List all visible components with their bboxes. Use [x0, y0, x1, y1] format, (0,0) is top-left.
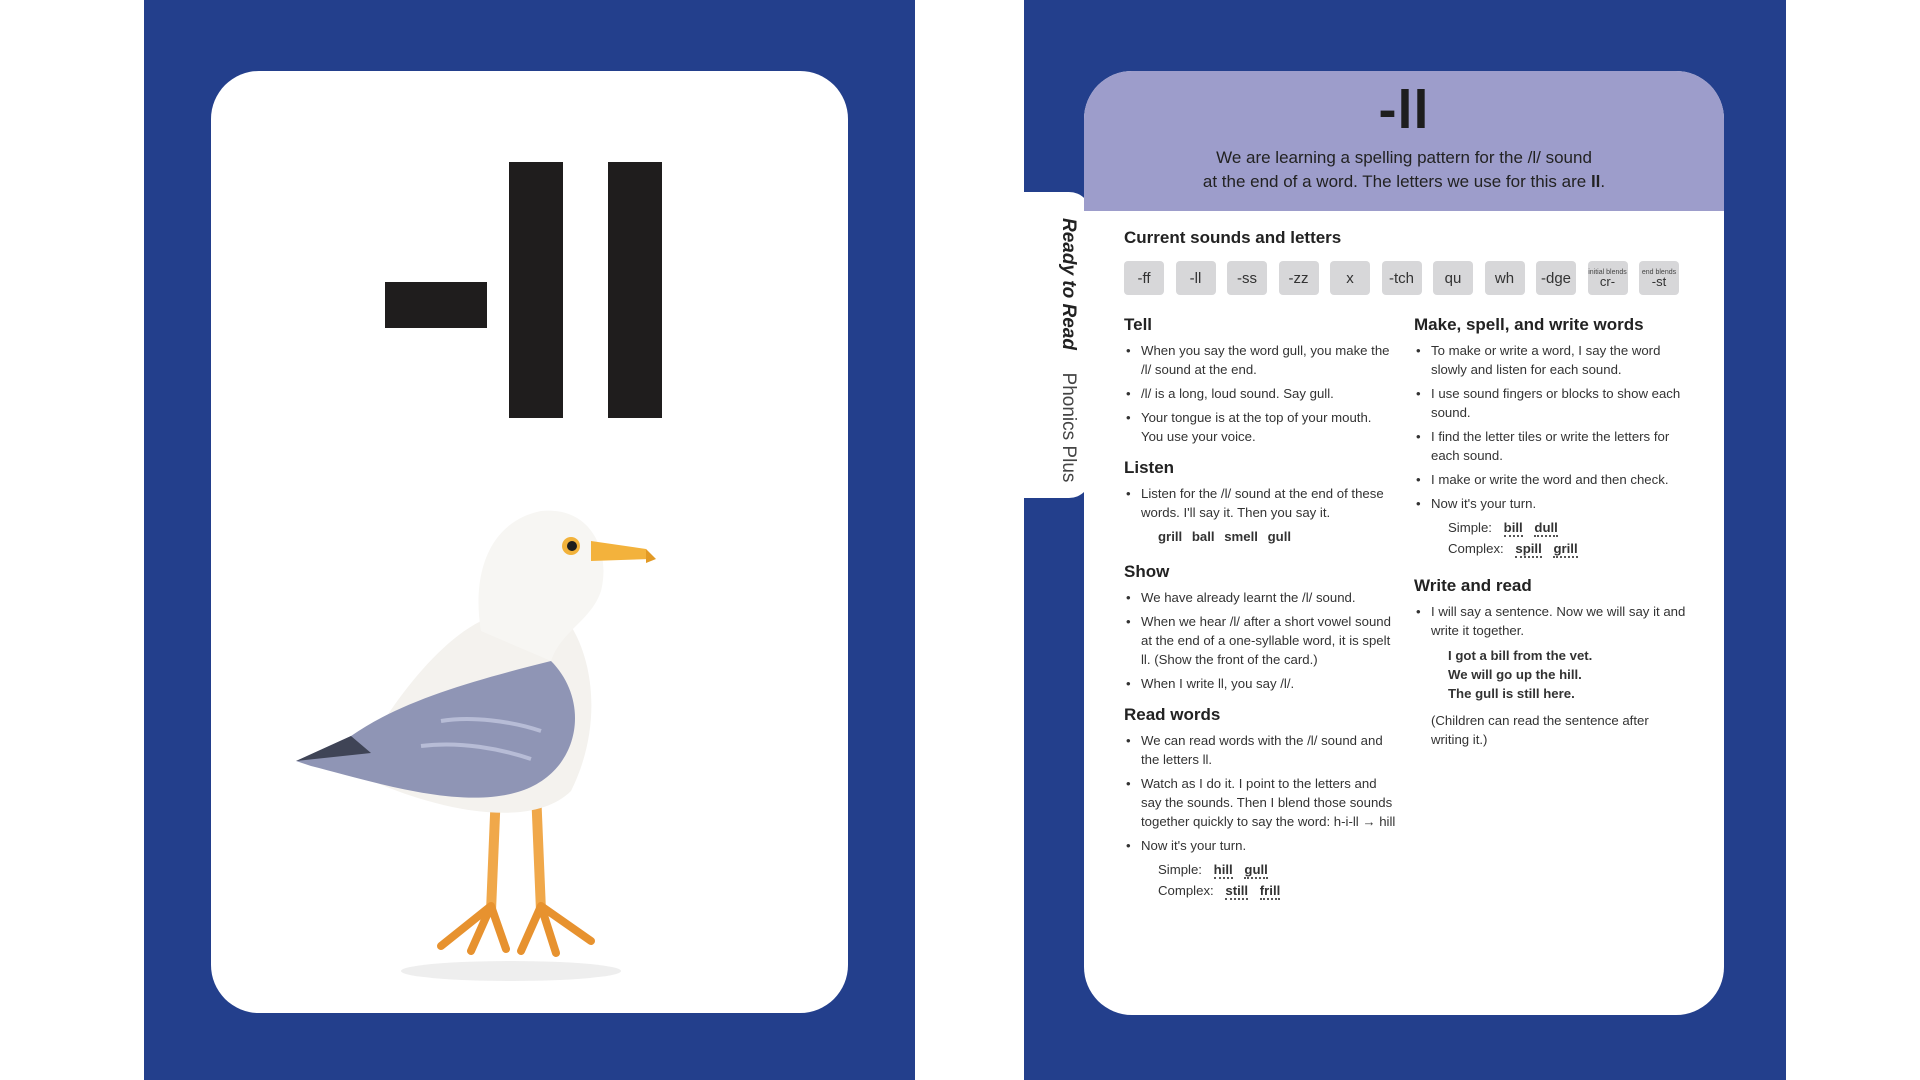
make-item: • To make or write a word, I say the word slowly and listen for each sound.	[1414, 341, 1686, 379]
write-read-title: Write and read	[1414, 576, 1532, 595]
sound-chip: -ff	[1124, 261, 1164, 295]
write-read-list	[1414, 602, 1686, 640]
l-glyph-2	[608, 162, 662, 418]
sound-chip: -ll	[1176, 261, 1216, 295]
flashcard-back	[1024, 0, 1786, 1080]
make-list	[1414, 341, 1686, 513]
tell-list	[1124, 341, 1396, 446]
big-pattern-graphic	[211, 71, 848, 471]
tab-ready-text: Ready to Read	[1058, 218, 1079, 350]
sentences	[1414, 646, 1686, 703]
current-sounds-title: Current sounds and letters	[1124, 228, 1342, 247]
sound-chip: -tch	[1382, 261, 1422, 295]
sound-chip: -ss	[1227, 261, 1267, 295]
show-item: • When I write ll, you say /l/.	[1124, 674, 1396, 693]
listen-list	[1124, 484, 1396, 522]
back-intro: We are learning a spelling pattern for the /l/ sound at the end of a word. The letters we use for this are ll.	[1202, 148, 1606, 191]
gull-illustration	[291, 491, 711, 991]
make-complex-word: spill	[1515, 541, 1542, 556]
make-complex-row: Complex: spill grill	[1448, 541, 1578, 556]
read-simple-word: gull	[1244, 862, 1268, 877]
listen-words: grill ball smell gull	[1158, 529, 1292, 544]
sound-chip: wh	[1485, 261, 1525, 295]
make-simple-word: dull	[1534, 520, 1558, 535]
read-complex-word: frill	[1259, 883, 1281, 898]
side-tab	[1023, 192, 1091, 498]
sentence: We will go up the hill.	[1448, 667, 1582, 682]
read-simple-row: Simple: hill gull	[1158, 862, 1268, 877]
listen-item: • Listen for the /l/ sound at the end of these words. I'll say it. Then you say it.	[1124, 484, 1396, 522]
flashcard-front	[144, 0, 915, 1080]
sound-chip: -dge	[1536, 261, 1576, 295]
intro-letters: ll	[1590, 172, 1601, 191]
left-column	[1124, 315, 1396, 902]
sound-chips	[1124, 261, 1684, 297]
front-panel	[211, 71, 848, 1013]
sound-chip: -zz	[1279, 261, 1319, 295]
read-words-item: • Now it's your turn.	[1124, 836, 1396, 855]
show-item: • We have already learnt the /l/ sound.	[1124, 588, 1396, 607]
make-simple-row: Simple: bill dull	[1448, 520, 1558, 535]
l-glyph-1	[509, 162, 563, 418]
make-item: • I use sound fingers or blocks to show each sound.	[1414, 384, 1686, 422]
tell-item: • Your tongue is at the top of your mouth. You use your voice.	[1124, 408, 1396, 446]
show-title: Show	[1124, 562, 1170, 581]
make-title: Make, spell, and write words	[1414, 315, 1644, 334]
back-header	[1084, 71, 1724, 211]
read-words-list	[1124, 731, 1396, 855]
dash-glyph	[385, 282, 487, 328]
sound-chip: end blends -st	[1639, 261, 1679, 295]
read-complex-word: still	[1225, 883, 1249, 898]
sound-chip: initial blends cr-	[1588, 261, 1628, 295]
tell-item: • When you say the word gull, you make the /l/ sound at the end.	[1124, 341, 1396, 379]
tab-phonics-text: Phonics Plus	[1058, 372, 1079, 483]
sentence: I got a bill from the vet.	[1448, 648, 1593, 663]
show-item: • When we hear /l/ after a short vowel sound at the end of a one-syllable word, it is spelt ll. (Show the front of the card.)	[1124, 612, 1396, 669]
show-list	[1124, 588, 1396, 693]
back-panel	[1084, 71, 1724, 1015]
intro-line-2: at the end of a word. The letters we use for this are	[1202, 172, 1591, 191]
make-complex-word: grill	[1553, 541, 1578, 556]
read-simple-word: hill	[1213, 862, 1233, 877]
read-words-item: • We can read words with the /l/ sound and the letters ll.	[1124, 731, 1396, 769]
tell-title: Tell	[1124, 315, 1153, 334]
sound-chip: qu	[1433, 261, 1473, 295]
tab-label	[1057, 218, 1079, 482]
read-words-item: • Watch as I do it. I point to the letters and say the sounds. Then I blend those sounds together quickly to say the word: h-i-ll → hill	[1124, 774, 1396, 831]
right-column	[1414, 315, 1686, 749]
write-read-note: (Children can read the sentence after writing it.)	[1431, 713, 1649, 747]
write-read-item: • I will say a sentence. Now we will say it and write it together.	[1414, 602, 1686, 640]
intro-line-1: We are learning a spelling pattern for the /l/ sound	[1216, 148, 1592, 167]
read-complex-row: Complex: still frill	[1158, 883, 1281, 898]
back-title: -ll	[1378, 80, 1430, 140]
tell-item: • /l/ is a long, loud sound. Say gull.	[1124, 384, 1396, 403]
sound-chip: x	[1330, 261, 1370, 295]
make-item: • Now it's your turn.	[1414, 494, 1686, 513]
make-item: • I find the letter tiles or write the letters for each sound.	[1414, 427, 1686, 465]
sentence: The gull is still here.	[1448, 686, 1575, 701]
listen-title: Listen	[1124, 458, 1175, 477]
make-simple-word: bill	[1503, 520, 1523, 535]
make-item: • I make or write the word and then check.	[1414, 470, 1686, 489]
read-words-title: Read words	[1124, 705, 1221, 724]
